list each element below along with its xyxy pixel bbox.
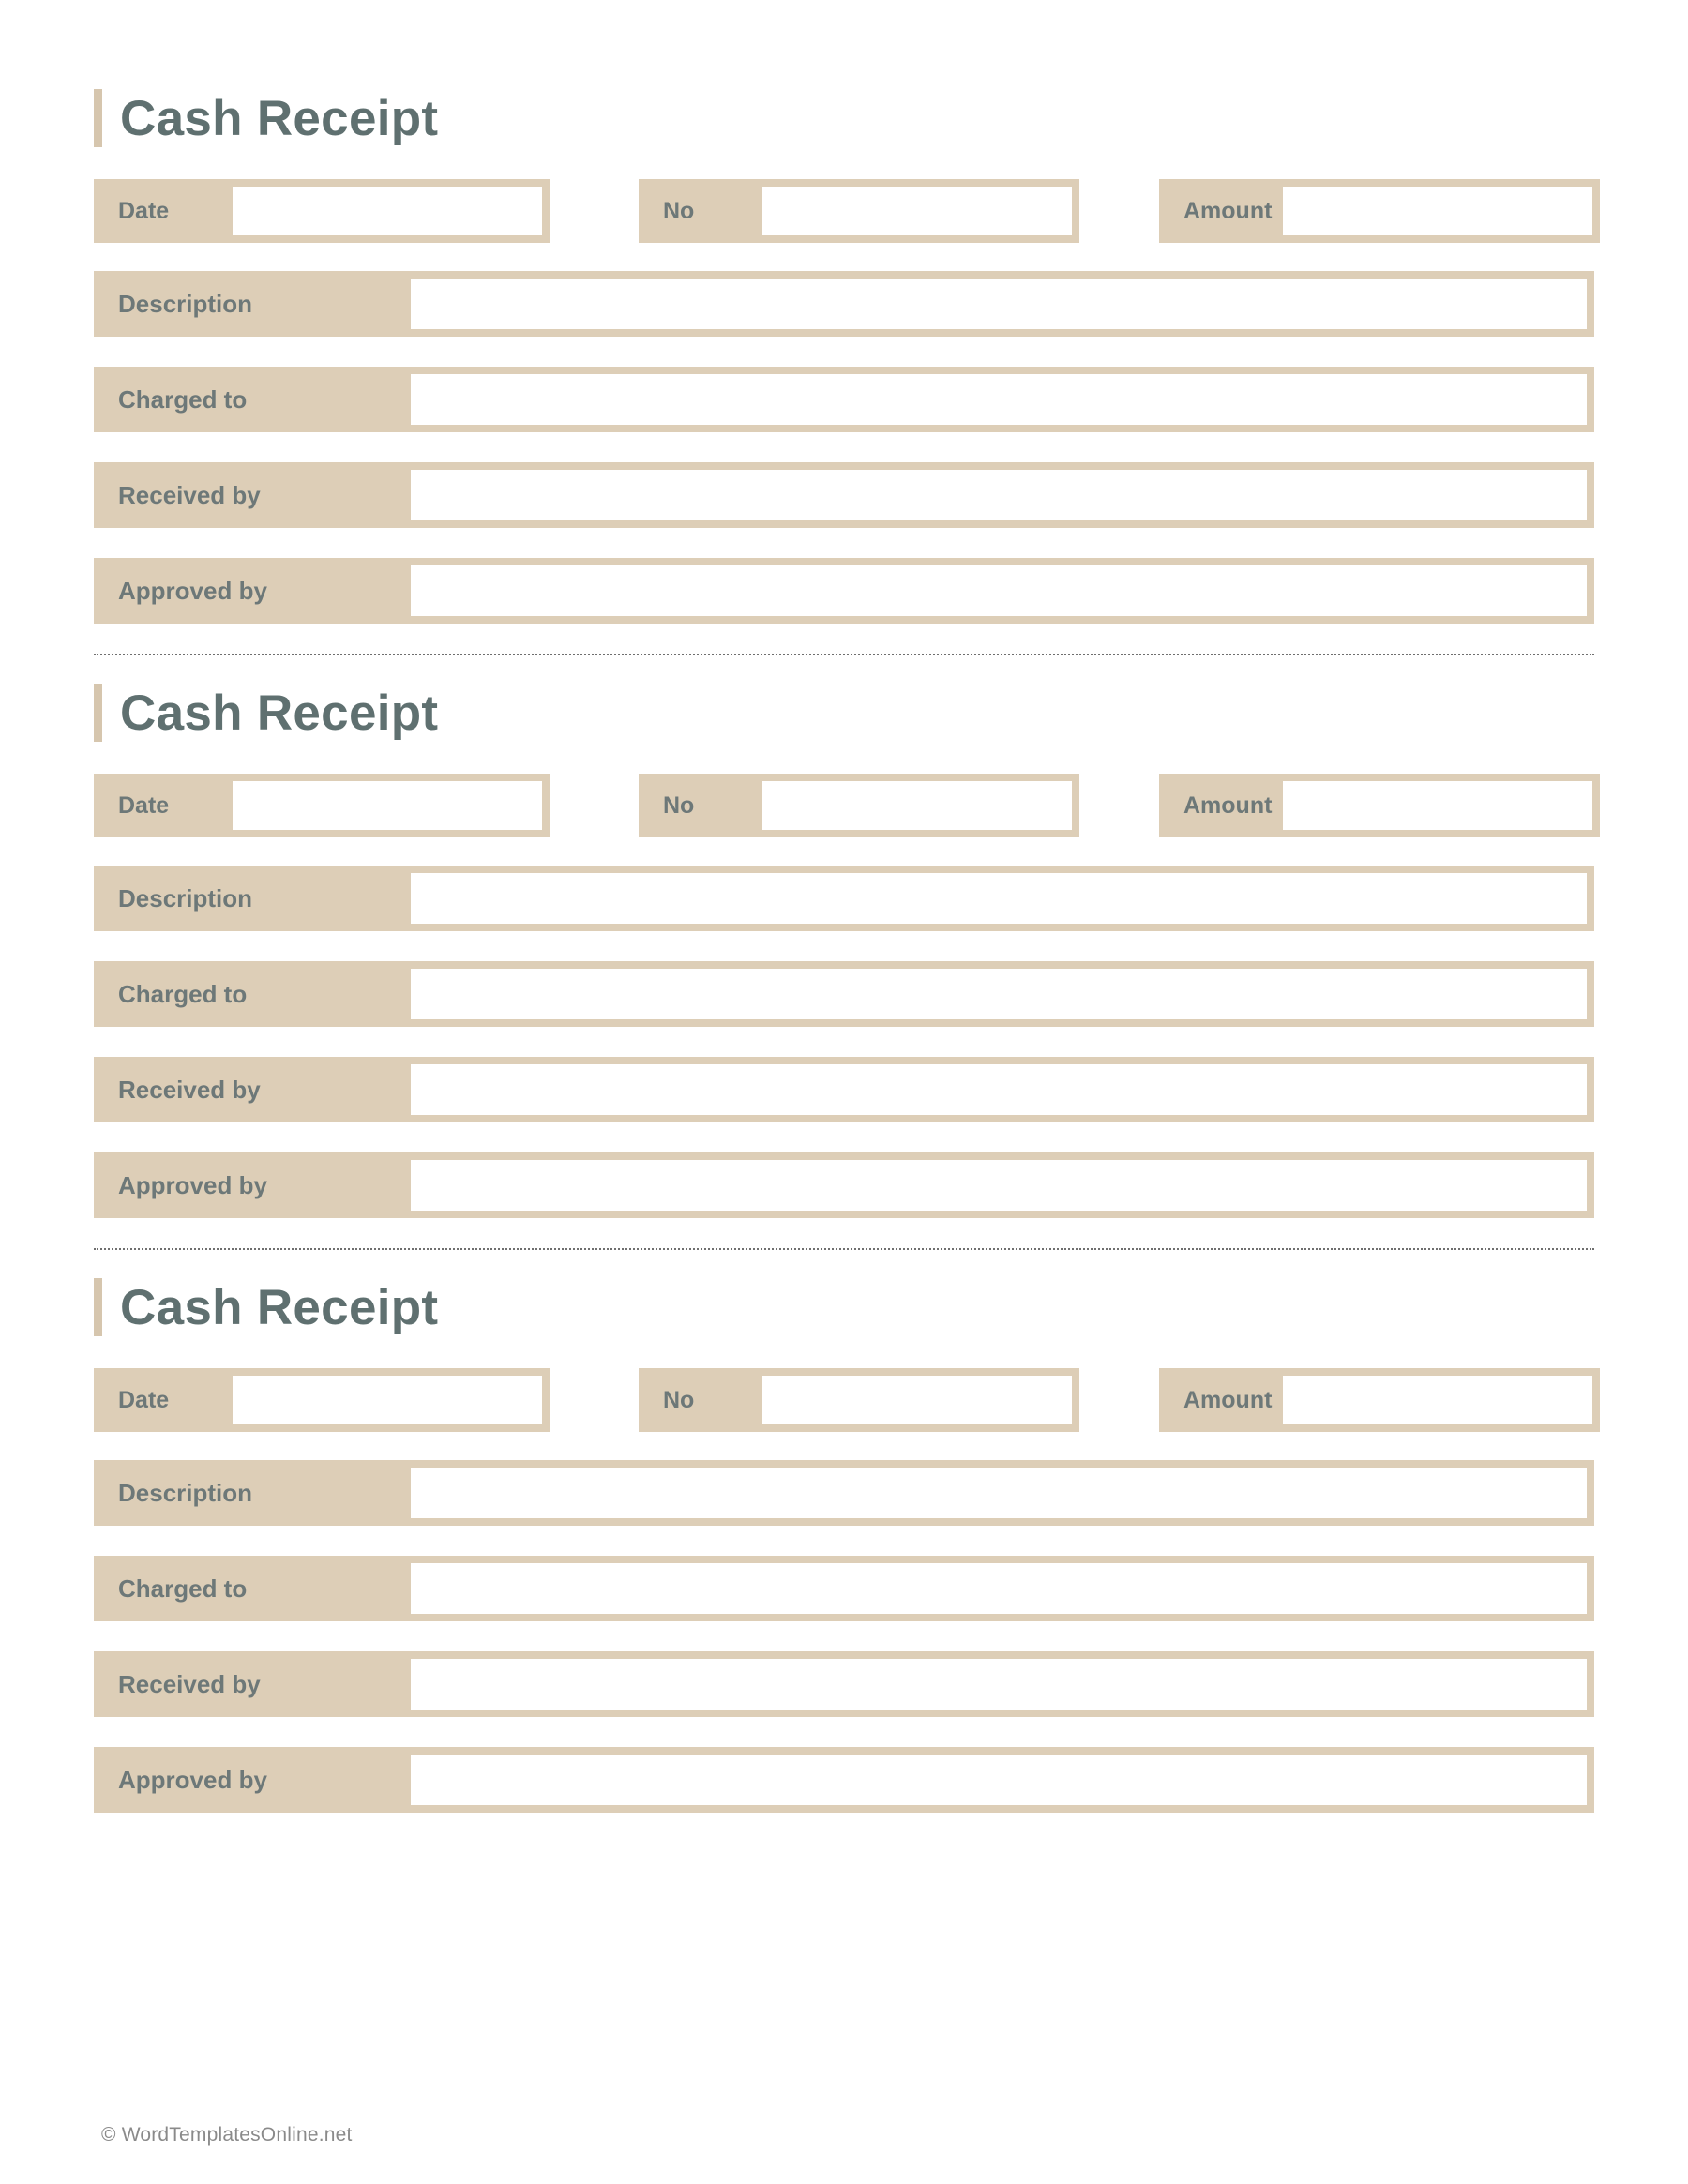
date-label: Date: [118, 197, 170, 224]
no-field-group: [639, 179, 1079, 243]
charged-to-field-group: [94, 961, 1594, 1027]
no-input[interactable]: [762, 187, 1072, 235]
date-field-group: [94, 1368, 550, 1432]
receipt-block-2: [94, 684, 1594, 1218]
no-field-group: [639, 1368, 1079, 1432]
charged-to-label: Charged to: [118, 384, 248, 414]
title-accent-bar: [94, 684, 102, 742]
description-field-group: [94, 271, 1594, 337]
amount-field-group: [1159, 179, 1600, 243]
receipt-title-row: [94, 1278, 1594, 1336]
receipt-title-row: [94, 684, 1594, 742]
receipt-divider: [94, 654, 1594, 655]
approved-by-label: Approved by: [118, 1170, 267, 1199]
description-label: Description: [118, 883, 253, 912]
no-input[interactable]: [762, 781, 1072, 830]
received-by-input[interactable]: [411, 1659, 1587, 1710]
receipt-block-1: [94, 89, 1594, 624]
date-label: Date: [118, 791, 170, 819]
receipt-block-3: [94, 1278, 1594, 1813]
title-accent-bar: [94, 1278, 102, 1336]
page-title: Cash Receipt: [120, 685, 439, 741]
charged-to-input[interactable]: [411, 374, 1587, 425]
receipt-top-row: [94, 1368, 1594, 1432]
description-input[interactable]: [411, 279, 1587, 329]
amount-field-group: [1159, 1368, 1600, 1432]
receipt-divider: [94, 1248, 1594, 1250]
amount-label: Amount: [1183, 791, 1273, 819]
approved-by-field-group: [94, 558, 1594, 624]
receipt-top-row: [94, 179, 1594, 243]
date-input[interactable]: [233, 187, 542, 235]
received-by-field-group: [94, 1057, 1594, 1122]
date-field-group: [94, 774, 550, 837]
description-input[interactable]: [411, 1468, 1587, 1518]
received-by-input[interactable]: [411, 470, 1587, 520]
charged-to-field-group: [94, 1556, 1594, 1621]
approved-by-input[interactable]: [411, 1755, 1587, 1805]
no-label: No: [663, 791, 695, 819]
date-label: Date: [118, 1386, 170, 1413]
received-by-field-group: [94, 1651, 1594, 1717]
receipt-top-row: [94, 774, 1594, 837]
amount-input[interactable]: [1283, 187, 1592, 235]
description-field-group: [94, 866, 1594, 931]
page-title: Cash Receipt: [120, 90, 439, 146]
no-label: No: [663, 1386, 695, 1413]
amount-field-group: [1159, 774, 1600, 837]
no-field-group: [639, 774, 1079, 837]
no-label: No: [663, 197, 695, 224]
description-input[interactable]: [411, 873, 1587, 924]
received-by-field-group: [94, 462, 1594, 528]
charged-to-label: Charged to: [118, 1574, 248, 1603]
charged-to-field-group: [94, 367, 1594, 432]
charged-to-input[interactable]: [411, 969, 1587, 1019]
description-label: Description: [118, 1478, 253, 1507]
date-field-group: [94, 179, 550, 243]
approved-by-label: Approved by: [118, 1765, 267, 1794]
approved-by-field-group: [94, 1152, 1594, 1218]
title-accent-bar: [94, 89, 102, 147]
page-title: Cash Receipt: [120, 1279, 439, 1335]
approved-by-input[interactable]: [411, 1160, 1587, 1211]
approved-by-input[interactable]: [411, 565, 1587, 616]
receipt-title-row: [94, 89, 1594, 147]
amount-input[interactable]: [1283, 1376, 1592, 1424]
received-by-label: Received by: [118, 1075, 261, 1104]
date-input[interactable]: [233, 781, 542, 830]
no-input[interactable]: [762, 1376, 1072, 1424]
charged-to-label: Charged to: [118, 979, 248, 1008]
amount-label: Amount: [1183, 1386, 1273, 1413]
footer-credit: © WordTemplatesOnline.net: [101, 2124, 353, 2146]
approved-by-label: Approved by: [118, 576, 267, 605]
date-input[interactable]: [233, 1376, 542, 1424]
received-by-label: Received by: [118, 480, 261, 509]
amount-input[interactable]: [1283, 781, 1592, 830]
description-field-group: [94, 1460, 1594, 1526]
received-by-input[interactable]: [411, 1064, 1587, 1115]
charged-to-input[interactable]: [411, 1563, 1587, 1614]
received-by-label: Received by: [118, 1669, 261, 1698]
amount-label: Amount: [1183, 197, 1273, 224]
approved-by-field-group: [94, 1747, 1594, 1813]
description-label: Description: [118, 289, 253, 318]
